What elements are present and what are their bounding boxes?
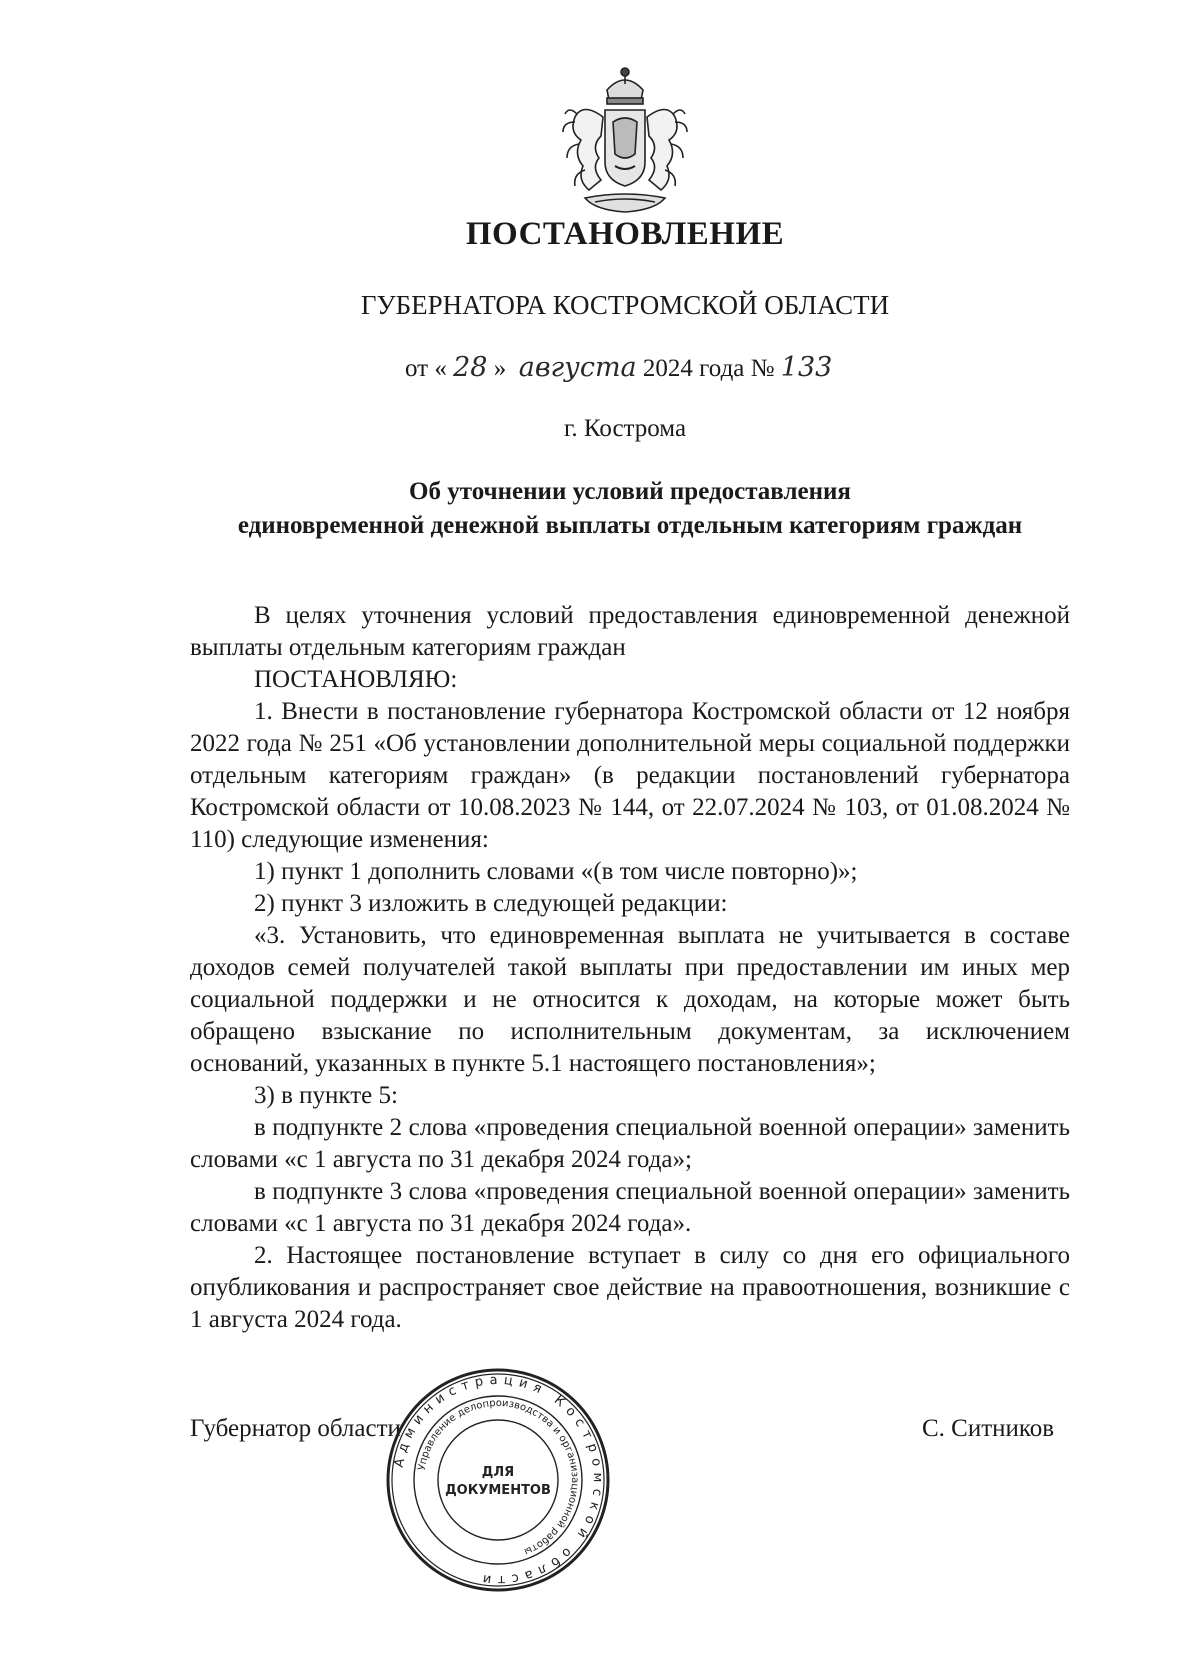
- stamp-center-line-1: ДЛЯ: [481, 1465, 515, 1480]
- body-paragraph: 2. Настоящее постановление вступает в силу со дня его официального опубликования и распространяет свое действие на правоотношения, возникшие с 1 августа 2024 года.: [190, 1242, 1070, 1333]
- document-date-line: [405, 352, 832, 383]
- stamp-inner-text: Управление делопроизводства и организационной работы: [416, 1397, 581, 1557]
- document-issuer: ГУБЕРНАТОРА КОСТРОМСКОЙ ОБЛАСТИ: [360, 290, 890, 320]
- date-year-text: 2024 года №: [642, 355, 775, 382]
- body-paragraph: 3) в пункте 5:: [254, 1082, 398, 1109]
- official-stamp: [383, 1365, 613, 1595]
- heading-line-2: единовременной денежной выплаты отдельным категориям граждан: [237, 512, 1023, 539]
- body-paragraph: 2) пункт 3 изложить в следующей редакции:: [254, 890, 728, 917]
- body-paragraph: 1) пункт 1 дополнить словами «(в том числе повторно)»;: [254, 858, 858, 885]
- body-paragraph: «3. Установить, что единовременная выплата не учитывается в составе доходов семей получателей такой выплаты при предоставлении им иных мер социальной поддержки и не относится к доходам, на которые может быть обращено взыскание по исполнительным документам, за исключением оснований, указанных в пункте 5.1 настоящего постановления»;: [190, 922, 1070, 1077]
- document-number-handwritten: 133: [780, 352, 833, 383]
- date-day-handwritten: 28: [453, 352, 488, 383]
- date-quote-close: »: [493, 355, 507, 382]
- document-heading: [190, 475, 1070, 543]
- body-paragraph: в подпункте 3 слова «проведения специальной военной операции» заменить словами «с 1 августа по 31 декабря 2024 года».: [190, 1178, 1070, 1237]
- signature-name: С. Ситников: [922, 1415, 1055, 1442]
- signature-position: Губернатор области: [190, 1415, 401, 1442]
- heading-line-1: Об уточнении условий предоставления: [409, 478, 851, 505]
- body-paragraph: ПОСТАНОВЛЯЮ:: [254, 666, 458, 693]
- stamp-outer-text: Администрация Костромской области: [391, 1372, 606, 1588]
- date-prefix: от «: [405, 355, 447, 382]
- stamp-center-line-2: ДОКУМЕНТОВ: [445, 1483, 551, 1498]
- body-paragraph: В целях уточнения условий предоставления единовременной денежной выплаты отдельным категориям граждан: [190, 602, 1070, 661]
- coat-of-arms-emblem: [555, 62, 695, 217]
- date-month-handwritten: августа: [518, 352, 637, 383]
- body-paragraph: 1. Внести в постановление губернатора Костромской области от 12 ноября 2022 года № 251 «Об установлении дополнительной меры социальной поддержки отдельным категориям граждан» (в редакции постановлений губернатора Костромской области от 10.08.2023 № 144, от 22.07.2024 № 103, от 01.08.2024 № 110) следующие изменения:: [190, 698, 1070, 853]
- document-title: ПОСТАНОВЛЕНИЕ: [465, 216, 785, 252]
- document-city: г. Кострома: [563, 415, 687, 442]
- document-body: [190, 600, 1070, 1336]
- body-paragraph: в подпункте 2 слова «проведения специальной военной операции» заменить словами «с 1 августа по 31 декабря 2024 года»;: [190, 1114, 1070, 1173]
